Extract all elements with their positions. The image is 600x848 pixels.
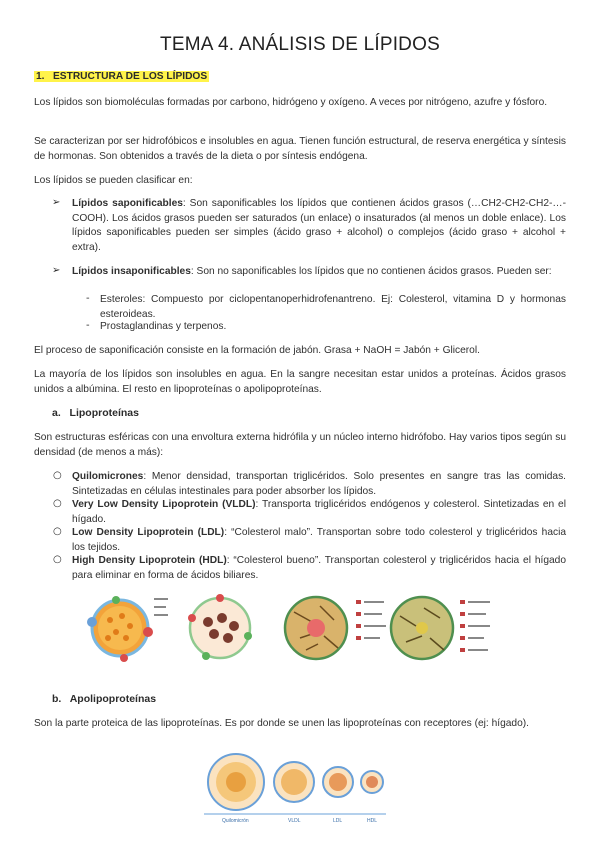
circle-bullet-icon: ○ <box>53 526 62 537</box>
item-vldl <box>72 498 566 527</box>
subsection-b-heading <box>52 693 156 705</box>
apolipoprotein-figure <box>200 752 390 824</box>
item-term: Low Density Lipoprotein (LDL) <box>72 527 225 538</box>
subsection-a-title: Lipoproteínas <box>69 407 139 419</box>
bullet-text: : Son no saponificables los lípidos que no contienen ácidos grasos. Pueden ser: <box>190 266 552 277</box>
sub-bullet-esteroles: Esteroles: Compuesto por ciclopentanoperhidrofenantreno. Ej: Colesterol, vitamina D y hormonas esteroideas. <box>100 294 566 320</box>
sub-bullet-prostaglandinas: Prostaglandinas y terpenos. <box>100 321 227 332</box>
section-1-title: ESTRUCTURA DE LOS LÍPIDOS <box>53 71 208 82</box>
bullet-term: Lípidos insaponificables <box>72 266 191 277</box>
arrow-bullet-icon: ➢ <box>52 265 61 276</box>
bullet-saponificables <box>72 197 566 255</box>
ldl-size-figure <box>323 767 353 797</box>
item-ldl <box>72 526 566 555</box>
circle-bullet-icon: ○ <box>53 554 62 565</box>
paragraph-saponificacion: El proceso de saponificación consiste en la formación de jabón. Grasa + NaOH = Jabón + Glicerol. <box>34 345 480 356</box>
label-quilomicron: Quilomicrón <box>222 818 249 824</box>
vldl-size-figure <box>274 762 314 802</box>
chylomicron-size-figure <box>208 754 264 810</box>
bullet-term: Lípidos saponificables <box>72 198 183 209</box>
item-text: : “Colesterol malo”. Transportan sobre todo colesterol y triglicéridos hacia los tejidos. <box>72 527 567 553</box>
bullet-insaponificables <box>72 265 566 280</box>
subsection-b-title: Apolipoproteínas <box>69 693 157 705</box>
item-term: High Density Lipoprotein (HDL) <box>72 555 227 566</box>
arrow-bullet-icon: ➢ <box>52 197 61 208</box>
dash-bullet-icon: - <box>86 320 90 331</box>
page-title: TEMA 4. ANÁLISIS DE LÍPIDOS <box>160 34 440 55</box>
vldl-figure <box>188 594 252 660</box>
subsection-a-label: a. <box>52 407 61 419</box>
section-1-number: 1. <box>36 71 45 82</box>
paragraph-classification: Los lípidos se pueden clasificar en: <box>34 175 193 186</box>
item-term: Quilomicrones <box>72 471 144 482</box>
paragraph-apolipoproteins: Son la parte proteica de las lipoproteínas. Es por donde se unen las lipoproteínas con receptores (ej: hígado). <box>34 718 529 729</box>
label-ldl: LDL <box>333 818 343 824</box>
item-text: : “Colesterol bueno”. Transportan colesterol y triglicéridos hacia el hígado para eliminar en forma de ácidos biliares. <box>72 555 566 581</box>
subsection-b-label: b. <box>52 693 62 705</box>
chylomicron-figure <box>87 596 168 662</box>
subsection-a-heading <box>52 407 139 419</box>
paragraph-lipoproteins: Son estructuras esféricas con una envoltura externa hidrófila y un núcleo interno hidrófobo. Hay varios tipos según su densidad (de menos a más): <box>34 432 566 458</box>
item-term: Very Low Density Lipoprotein (VLDL) <box>72 499 256 510</box>
label-hdl: HDL <box>367 818 378 824</box>
item-text: : Transporta triglicéridos endógenos y colesterol. Sintetizadas en el hígado. <box>72 499 566 525</box>
circle-bullet-icon: ○ <box>53 470 62 481</box>
hdl-size-figure <box>361 771 383 793</box>
bullet-text: : Son saponificables los lípidos que contienen ácidos grasos (…CH2-CH2-CH2-…-COOH). Los ácidos grasos pueden ser saturados (un enlace) o insaturados (al menos un doble enlace). Los lípidos saponificables pueden ser simples (ácido graso + alcohol) o complejos (ácido graso + alcohol + extra). <box>72 198 566 253</box>
item-hdl <box>72 554 566 583</box>
item-text: : Menor densidad, transportan triglicéridos. Solo presentes en sangre tras las comidas. Sintetizadas en células intestinales para poder absorber los lípidos. <box>72 471 566 497</box>
ldl-figure <box>285 597 386 659</box>
paragraph-characteristics: Se caracterizan por ser hidrofóbicos e insolubles en agua. Tienen función estructural, de reserva energética y síntesis de hormonas. Son obtenidos a través de la dieta o por síntesis endógena. <box>34 136 566 162</box>
paragraph-composition: Los lípidos son biomoléculas formadas por carbono, hidrógeno y oxígeno. A veces por nitrógeno, azufre y fósforo. <box>34 97 548 108</box>
hdl-figure <box>391 597 490 659</box>
label-vldl: VLDL <box>288 818 301 824</box>
item-quilomicrones <box>72 470 566 499</box>
dash-bullet-icon: - <box>86 293 90 304</box>
lipoprotein-figures <box>80 592 500 664</box>
paragraph-solubility: La mayoría de los lípidos son insolubles en agua. En la sangre necesitan estar unidos a proteínas. Ácidos grasos unidos a albúmina. El resto en lipoproteínas o apolipoproteínas. <box>34 369 566 395</box>
section-1-heading <box>34 71 209 82</box>
circle-bullet-icon: ○ <box>53 498 62 509</box>
